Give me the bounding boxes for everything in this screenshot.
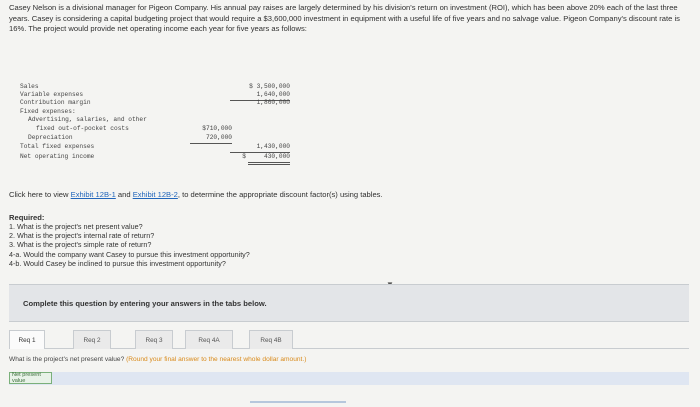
depreciation-value: 720,000 <box>190 134 232 144</box>
required-title: Required: <box>9 213 45 222</box>
net-present-value-input[interactable] <box>250 401 346 403</box>
exhibit-12b-1-link[interactable]: Exhibit 12B-1 <box>70 190 116 199</box>
rounding-hint: (Round your final answer to the nearest whole dollar amount.) <box>126 356 307 363</box>
required-item-3: 3. What is the project's simple rate of return? <box>9 240 152 250</box>
required-item-2: 2. What is the project's internal rate of return? <box>9 231 155 241</box>
instruction-panel <box>9 284 689 322</box>
required-item-4a: 4-a. Would the company want Casey to pursue this investment opportunity? <box>9 249 250 259</box>
required-item-1: 1. What is the project's net present value? <box>9 222 143 231</box>
question-text <box>9 356 306 363</box>
noi-dollar-sign: $ <box>242 153 246 160</box>
total-fixed-label: Total fixed expenses <box>20 143 95 150</box>
sales-value: $ 3,500,000 <box>249 83 290 90</box>
instruction-text: Complete this question by entering your answers in the tabs below. <box>23 299 267 308</box>
tab-req-2[interactable]: Req 2 <box>73 330 111 349</box>
advertising-label: Advertising, salaries, and other <box>28 116 147 123</box>
tab-req-4b[interactable]: Req 4B <box>249 330 293 349</box>
exhibit-and: and <box>115 190 133 199</box>
fixed-oop-value: $710,000 <box>202 125 232 132</box>
required-item-4b: 4-b. Would Casey be inclined to pursue this investment opportunity? <box>9 258 226 268</box>
variable-expenses-label: Variable expenses <box>20 91 84 98</box>
total-fixed-value: 1,430,000 <box>230 143 290 153</box>
tab-req-3[interactable]: Req 3 <box>135 330 173 349</box>
answer-row <box>9 372 689 385</box>
question-prompt: What is the project's net present value? <box>9 356 127 363</box>
sales-label: Sales <box>20 83 39 90</box>
income-statement <box>20 83 295 168</box>
exhibit-line <box>9 190 383 199</box>
problem-intro: Casey Nelson is a divisional manager for Pigeon Company. His annual pay raises are largely determined by his division's return on investment (ROI), which has been above 20% each of the last three years. Casey is considering a capital budgeting project that would require a $3,600,000 investment in equipment with a useful life of five years and no salvage value. Pigeon Company's discount rate is 16%. The project would provide net operating income each year for five years as follows: <box>9 3 680 34</box>
contribution-margin-label: Contribution margin <box>20 99 91 106</box>
depreciation-label: Depreciation <box>28 134 73 141</box>
net-present-value-label: Net present value <box>9 372 52 384</box>
exhibit-12b-2-link[interactable]: Exhibit 12B-2 <box>132 190 178 199</box>
contribution-margin-value: 1,860,000 <box>256 99 290 106</box>
fixed-expenses-label: Fixed expenses: <box>20 108 76 115</box>
exhibit-suffix: , to determine the appropriate discount factor(s) using tables. <box>177 190 383 199</box>
net-operating-income-label: Net operating income <box>20 153 95 160</box>
fixed-oop-label: fixed out-of-pocket costs <box>36 125 129 132</box>
required-list <box>9 222 250 268</box>
variable-expenses-value: 1,640,000 <box>230 91 290 101</box>
tab-req-4a[interactable]: Req 4A <box>185 330 233 349</box>
tab-req-1[interactable]: Req 1 <box>9 330 45 349</box>
net-operating-income-value: 430,000 <box>248 153 290 165</box>
exhibit-prefix: Click here to view <box>9 190 71 199</box>
requirement-tabs <box>9 330 689 349</box>
